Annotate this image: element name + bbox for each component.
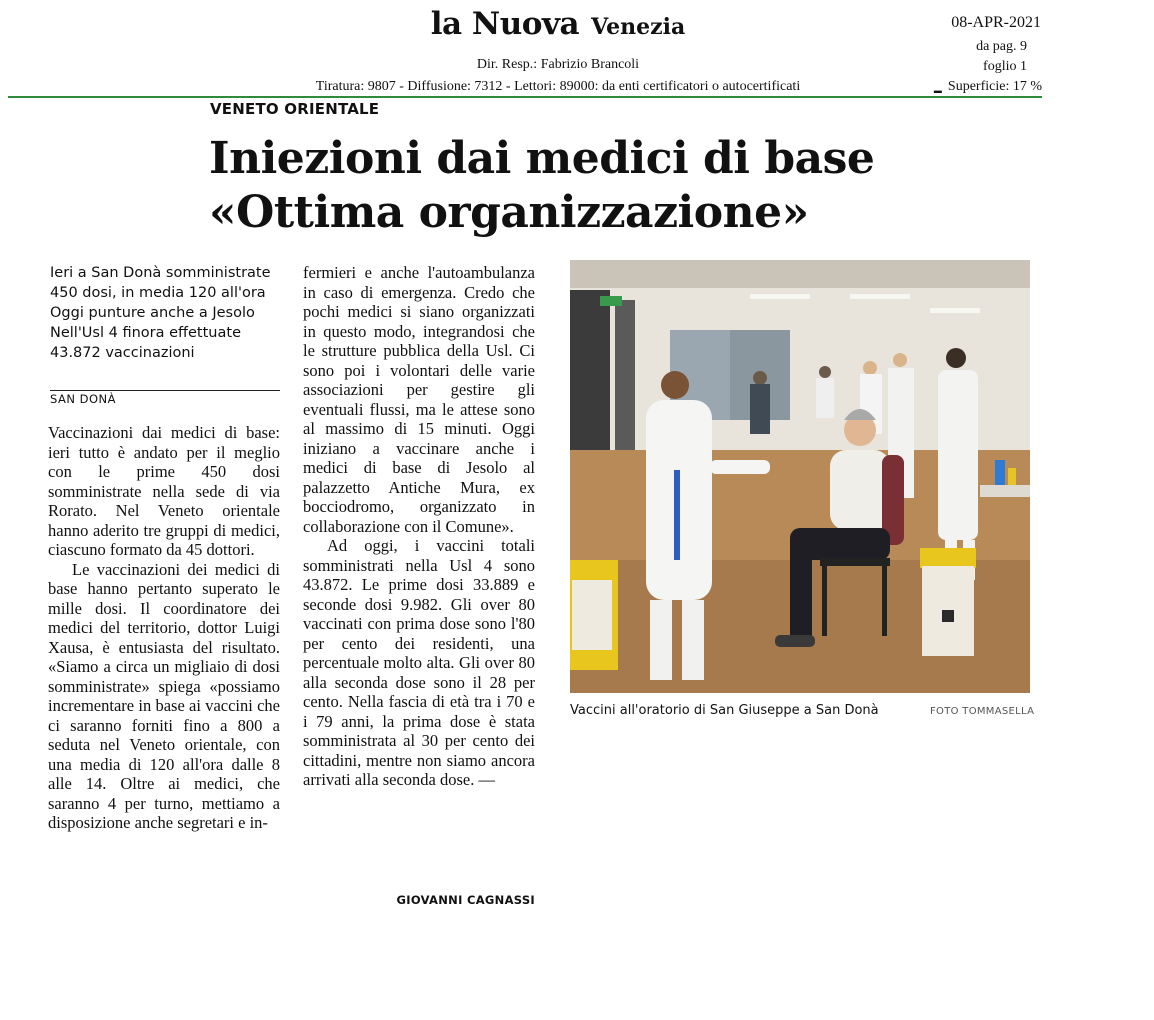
page-ref: da pag. 9 <box>976 39 1027 54</box>
byline: GIOVANNI CAGNASSI <box>396 893 535 907</box>
surface-marker-icon: ▬ <box>933 86 942 95</box>
standfirst-line: Ieri a San Donà somministrate <box>50 265 271 281</box>
newspaper-edition: Venezia <box>591 14 686 40</box>
standfirst-line: Oggi punture anche a Jesolo <box>50 305 255 321</box>
standfirst-line: Nell'Usl 4 finora effettuate <box>50 325 241 341</box>
masthead <box>0 6 1116 42</box>
issue-date: 08-APR-2021 <box>951 14 1041 31</box>
surface-ref <box>934 79 1042 95</box>
photo-caption: Vaccini all'oratorio di San Giuseppe a San Donà <box>570 703 879 718</box>
paragraph: fermieri e anche l'autoambulanza in caso di emergenza. Credo che pochi medici si siano organizzati in questo modo, integrandosi che le strutture pubblica della Usl. Ci sono poi i volontari delle varie associazioni per gestire gli eventuali flussi, ma le attese sono al massimo di 15 minuti. Oggi iniziano a vaccinare anche i medici di base di Jesolo al palazzetto Antiche Mura, ex bocciodromo, organizzato in collaborazione con il Comune». <box>303 263 535 536</box>
article-column-1 <box>48 423 280 833</box>
paragraph: Vaccinazioni dai medici di base: ieri tutto è andato per il meglio con le prime 450 dosi somministrate nella sede di via Rorato. Nel Veneto orientale hanno aderito tre gruppi di medici, ciascuno formato da 45 dottori. <box>48 423 280 559</box>
vaccination-scene-image <box>570 260 1030 693</box>
sheet-ref: foglio 1 <box>983 59 1027 74</box>
headline-line-2: «Ottima organizzazione» <box>209 187 809 238</box>
newspaper-title: la Nuova <box>430 6 580 42</box>
director-line: Dir. Resp.: Fabrizio Brancoli <box>476 57 640 72</box>
headline <box>209 132 969 240</box>
standfirst <box>50 263 290 363</box>
dateline: SAN DONÀ <box>50 390 280 406</box>
circulation-line: Tiratura: 9807 - Diffusione: 7312 - Lettori: 89000: da enti certificatori o autocertificati <box>315 79 801 94</box>
article-column-2 <box>303 263 535 790</box>
standfirst-line: 43.872 vaccinazioni <box>50 345 195 361</box>
photo-credit: FOTO TOMMASELLA <box>930 706 1035 717</box>
section-label: VENETO ORIENTALE <box>210 100 380 118</box>
paragraph: Ad oggi, i vaccini totali somministrati nella Usl 4 sono 43.872. Le prime dosi 33.889 e seconde dosi 9.982. Gli over 80 vaccinati con prima dose sono l'80 per cento dei residenti, una percentuale molto alta. Gli over 80 alla seconda dose sono il 28 per cento. Nella fascia di età tra i 70 e i 79 anni, la prima dose è stata somministrata al 30 per cento dei cittadini, mentre non siamo ancora arrivati alla seconda dose. — <box>303 536 535 789</box>
headline-line-1: Iniezioni dai medici di base <box>209 133 875 184</box>
paragraph: Le vaccinazioni dei medici di base hanno pertanto superato le mille dosi. Il coordinatore dei medici del territorio, dottor Luigi Xausa, è entusiasta del risultato. «Siamo a circa un migliaio di dosi somministrate» spiega «possiamo incrementare in base ai vaccini che ci saranno forniti fino a 800 a seduta nel Veneto orientale, con una media di 120 all'ora dalle 8 alle 14. Oltre ai medici, che saranno 4 per turno, mettiamo a disposizione anche segretari e in- <box>48 559 280 832</box>
standfirst-line: 450 dosi, in media 120 all'ora <box>50 285 266 301</box>
header-divider <box>8 96 1042 98</box>
article-photo <box>570 260 1030 693</box>
surface-value: Superficie: 17 % <box>947 79 1042 94</box>
